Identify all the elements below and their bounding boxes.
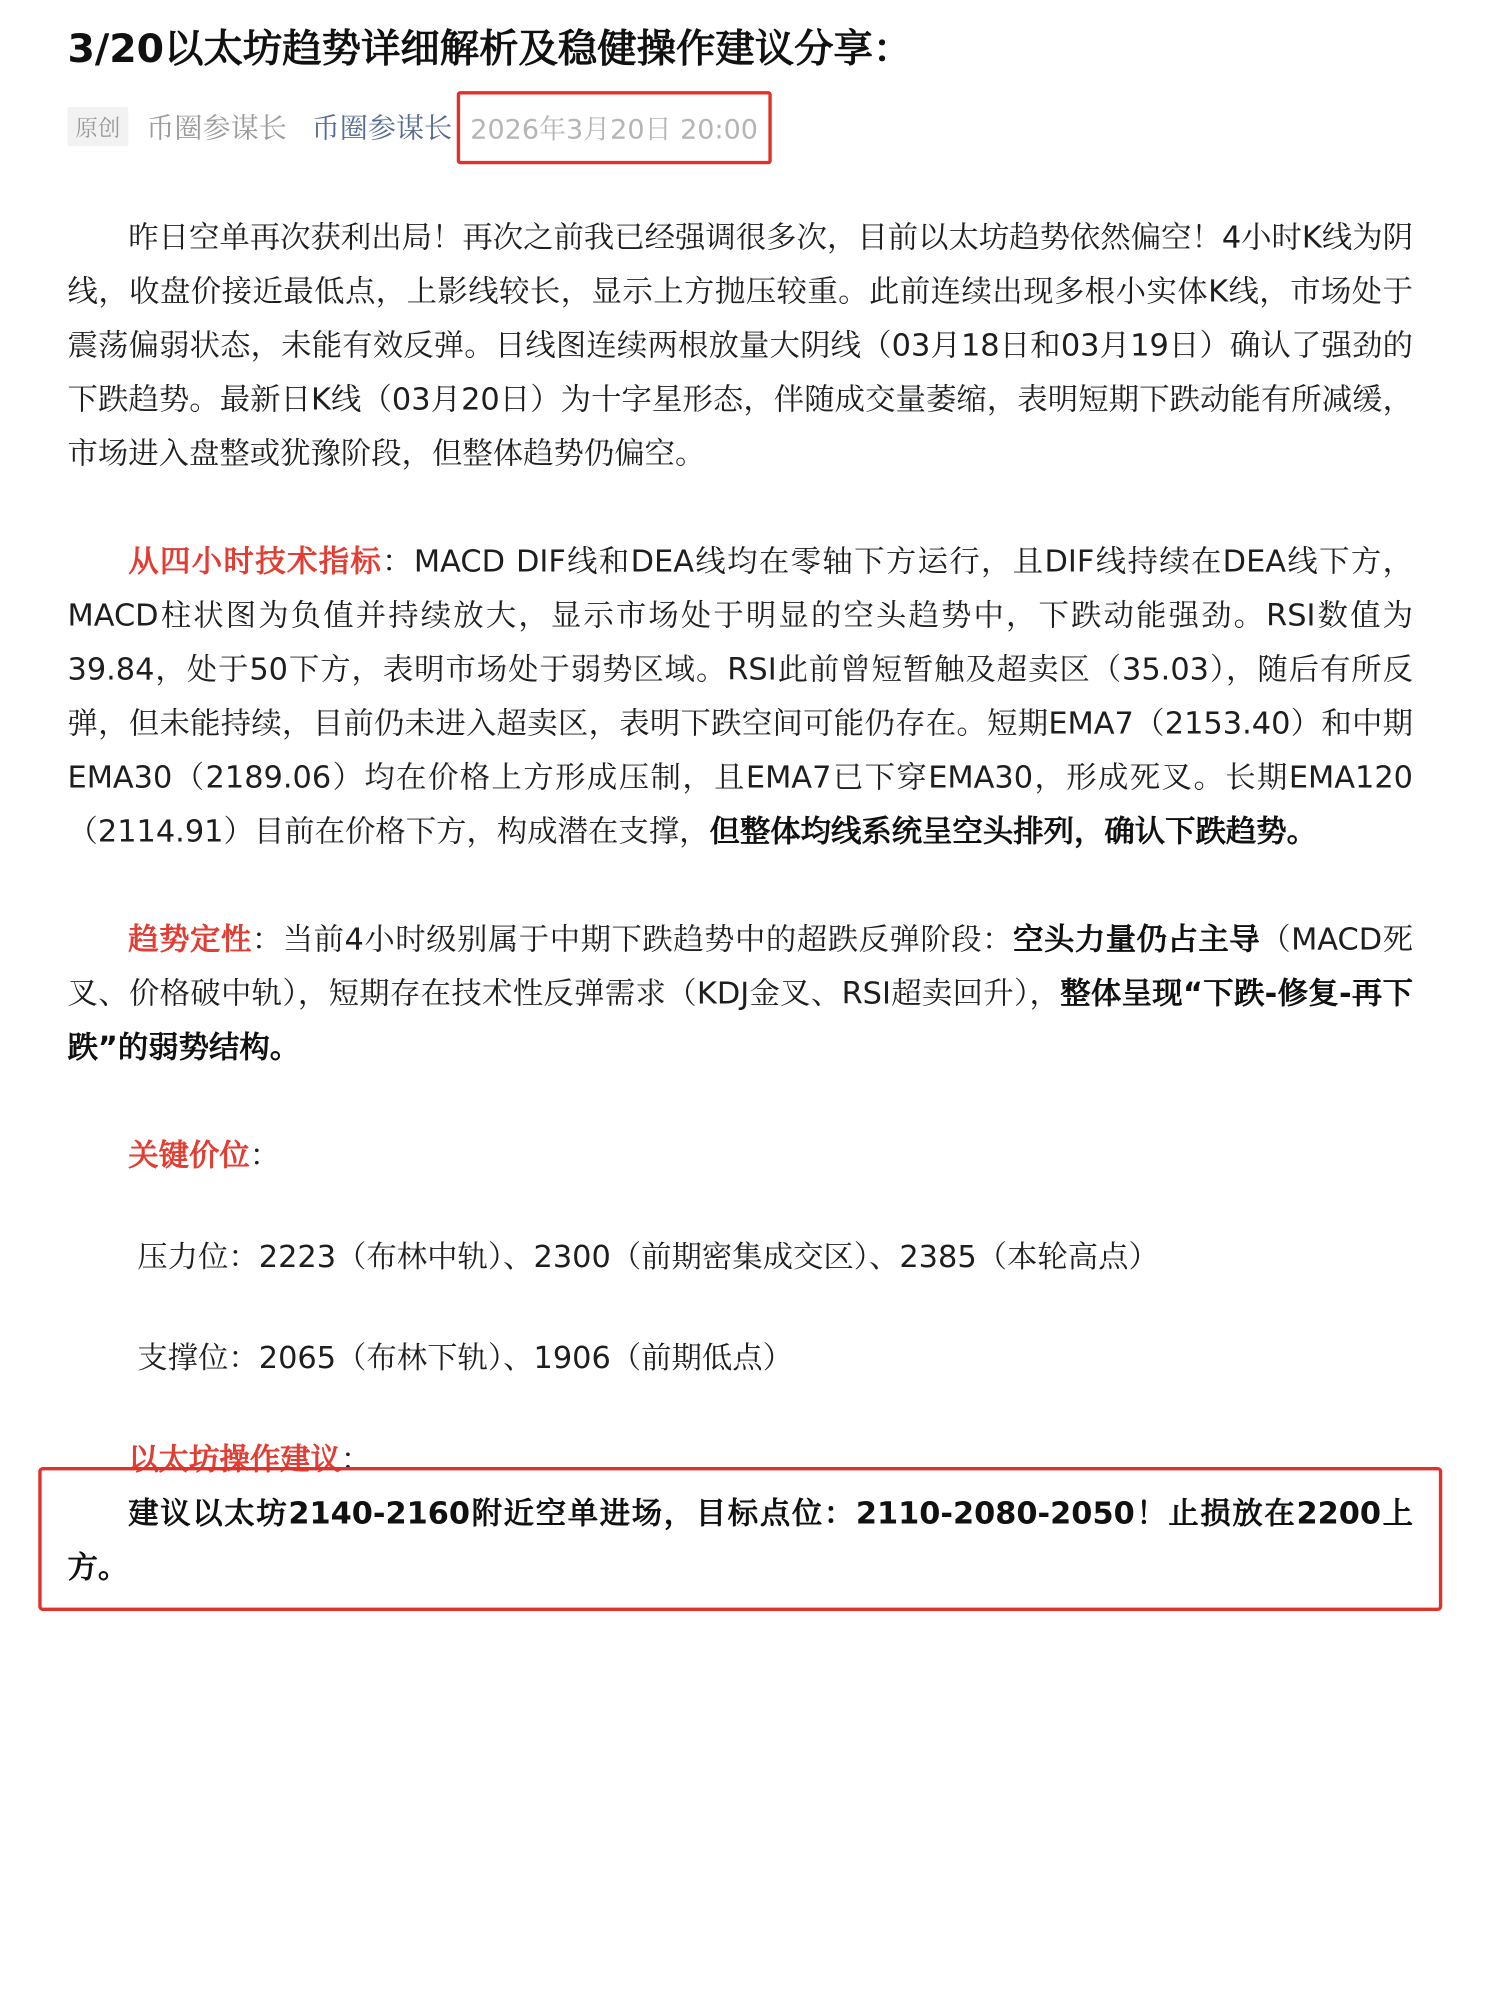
account-link[interactable]: 币圈参谋长 [311, 111, 453, 144]
support-levels: 支撑位：2065（布林下轨）、1906（前期低点） [137, 1341, 794, 1376]
original-badge: 原创 [68, 106, 129, 145]
indicators-text: MACD DIF线和DEA线均在零轴下方运行，且DIF线持续在DEA线下方，MACD柱状图为负值并持续放大，显示市场处于明显的空头趋势中，下跌动能强劲。RSI数值为39.84，处于50下方，表明市场处于弱势区域。RSI此前曾短暂触及超卖区（35.03），随后有所反弹，但未能持续，目前仍未进入超卖区，表明下跌空间可能仍存在。短期EMA7（2153.40）和中期EMA30（2189.06）均在价格上方形成压制，且EMA7已下穿EMA30，形成死叉。长期EMA120（2114.91）目前在价格下方，构成潜在支撑， [67, 544, 1414, 850]
indicators-colon: ： [382, 544, 414, 580]
paragraph-indicators [68, 536, 1414, 860]
article-title: 3/20以太坊趋势详细解析及稳健操作建议分享： [67, 27, 913, 72]
paragraph-intro: 昨日空单再次获利出局！再次之前我已经强调很多次，目前以太坊趋势依然偏空！4小时K线为阴线，收盘价接近最低点，上影线较长，显示上方抛压较重。此前连续出现多根小实体K线，市场处于震荡偏弱状态，未能有效反弹。日线图连续两根放量大阴线（03月18日和03月19日）确认了强劲的下跌趋势。最新日K线（03月20日）为十字星形态，伴随成交量萎缩，表明短期下跌动能有所减缓，市场进入盘整或犹豫阶段，但整体趋势仍偏空。 [67, 220, 1413, 472]
resistance-levels: 压力位：2223（布林中轨）、2300（前期密集成交区）、2385（本轮高点） [137, 1239, 1159, 1275]
paragraph-trend [68, 914, 1414, 1076]
advice-heading: 以太坊操作建议 [128, 1442, 341, 1478]
key-levels-heading-line [68, 1130, 1414, 1184]
key-levels-colon: ： [249, 1138, 281, 1174]
trend-middle: （MACD死叉、价格破中轨），短期存在技术性反弹需求（KDJ金叉、RSI超卖回升）， [67, 922, 1414, 1012]
indicators-heading: 从四小时技术指标 [128, 544, 383, 580]
trend-intro: 当前4小时级别属于中期下跌趋势中的超跌反弹阶段： [282, 922, 1014, 958]
trend-bold-structure: 整体呈现“下跌-修复-再下跌”的弱势结构。 [67, 976, 1413, 1066]
trend-heading: 趋势定性 [128, 922, 252, 958]
trend-colon: ： [251, 922, 283, 958]
publish-date: 2026年3月20日 20:00 [464, 106, 765, 145]
article-meta [68, 104, 765, 149]
indicators-conclusion: 但整体均线系统呈空头排列，确认下跌趋势。 [709, 814, 1317, 850]
article-body [68, 212, 1414, 1596]
advice-colon: ： [340, 1442, 372, 1478]
author-name: 币圈参谋长 [146, 111, 287, 144]
key-levels-heading: 关键价位 [128, 1138, 250, 1174]
trend-bold-main: 空头力量仍占主导 [1013, 922, 1261, 958]
advice-highlight-box: 建议以太坊2140-2160附近空单进场，目标点位：2110-2080-2050！止损放在2200上方。 [68, 1487, 1414, 1595]
